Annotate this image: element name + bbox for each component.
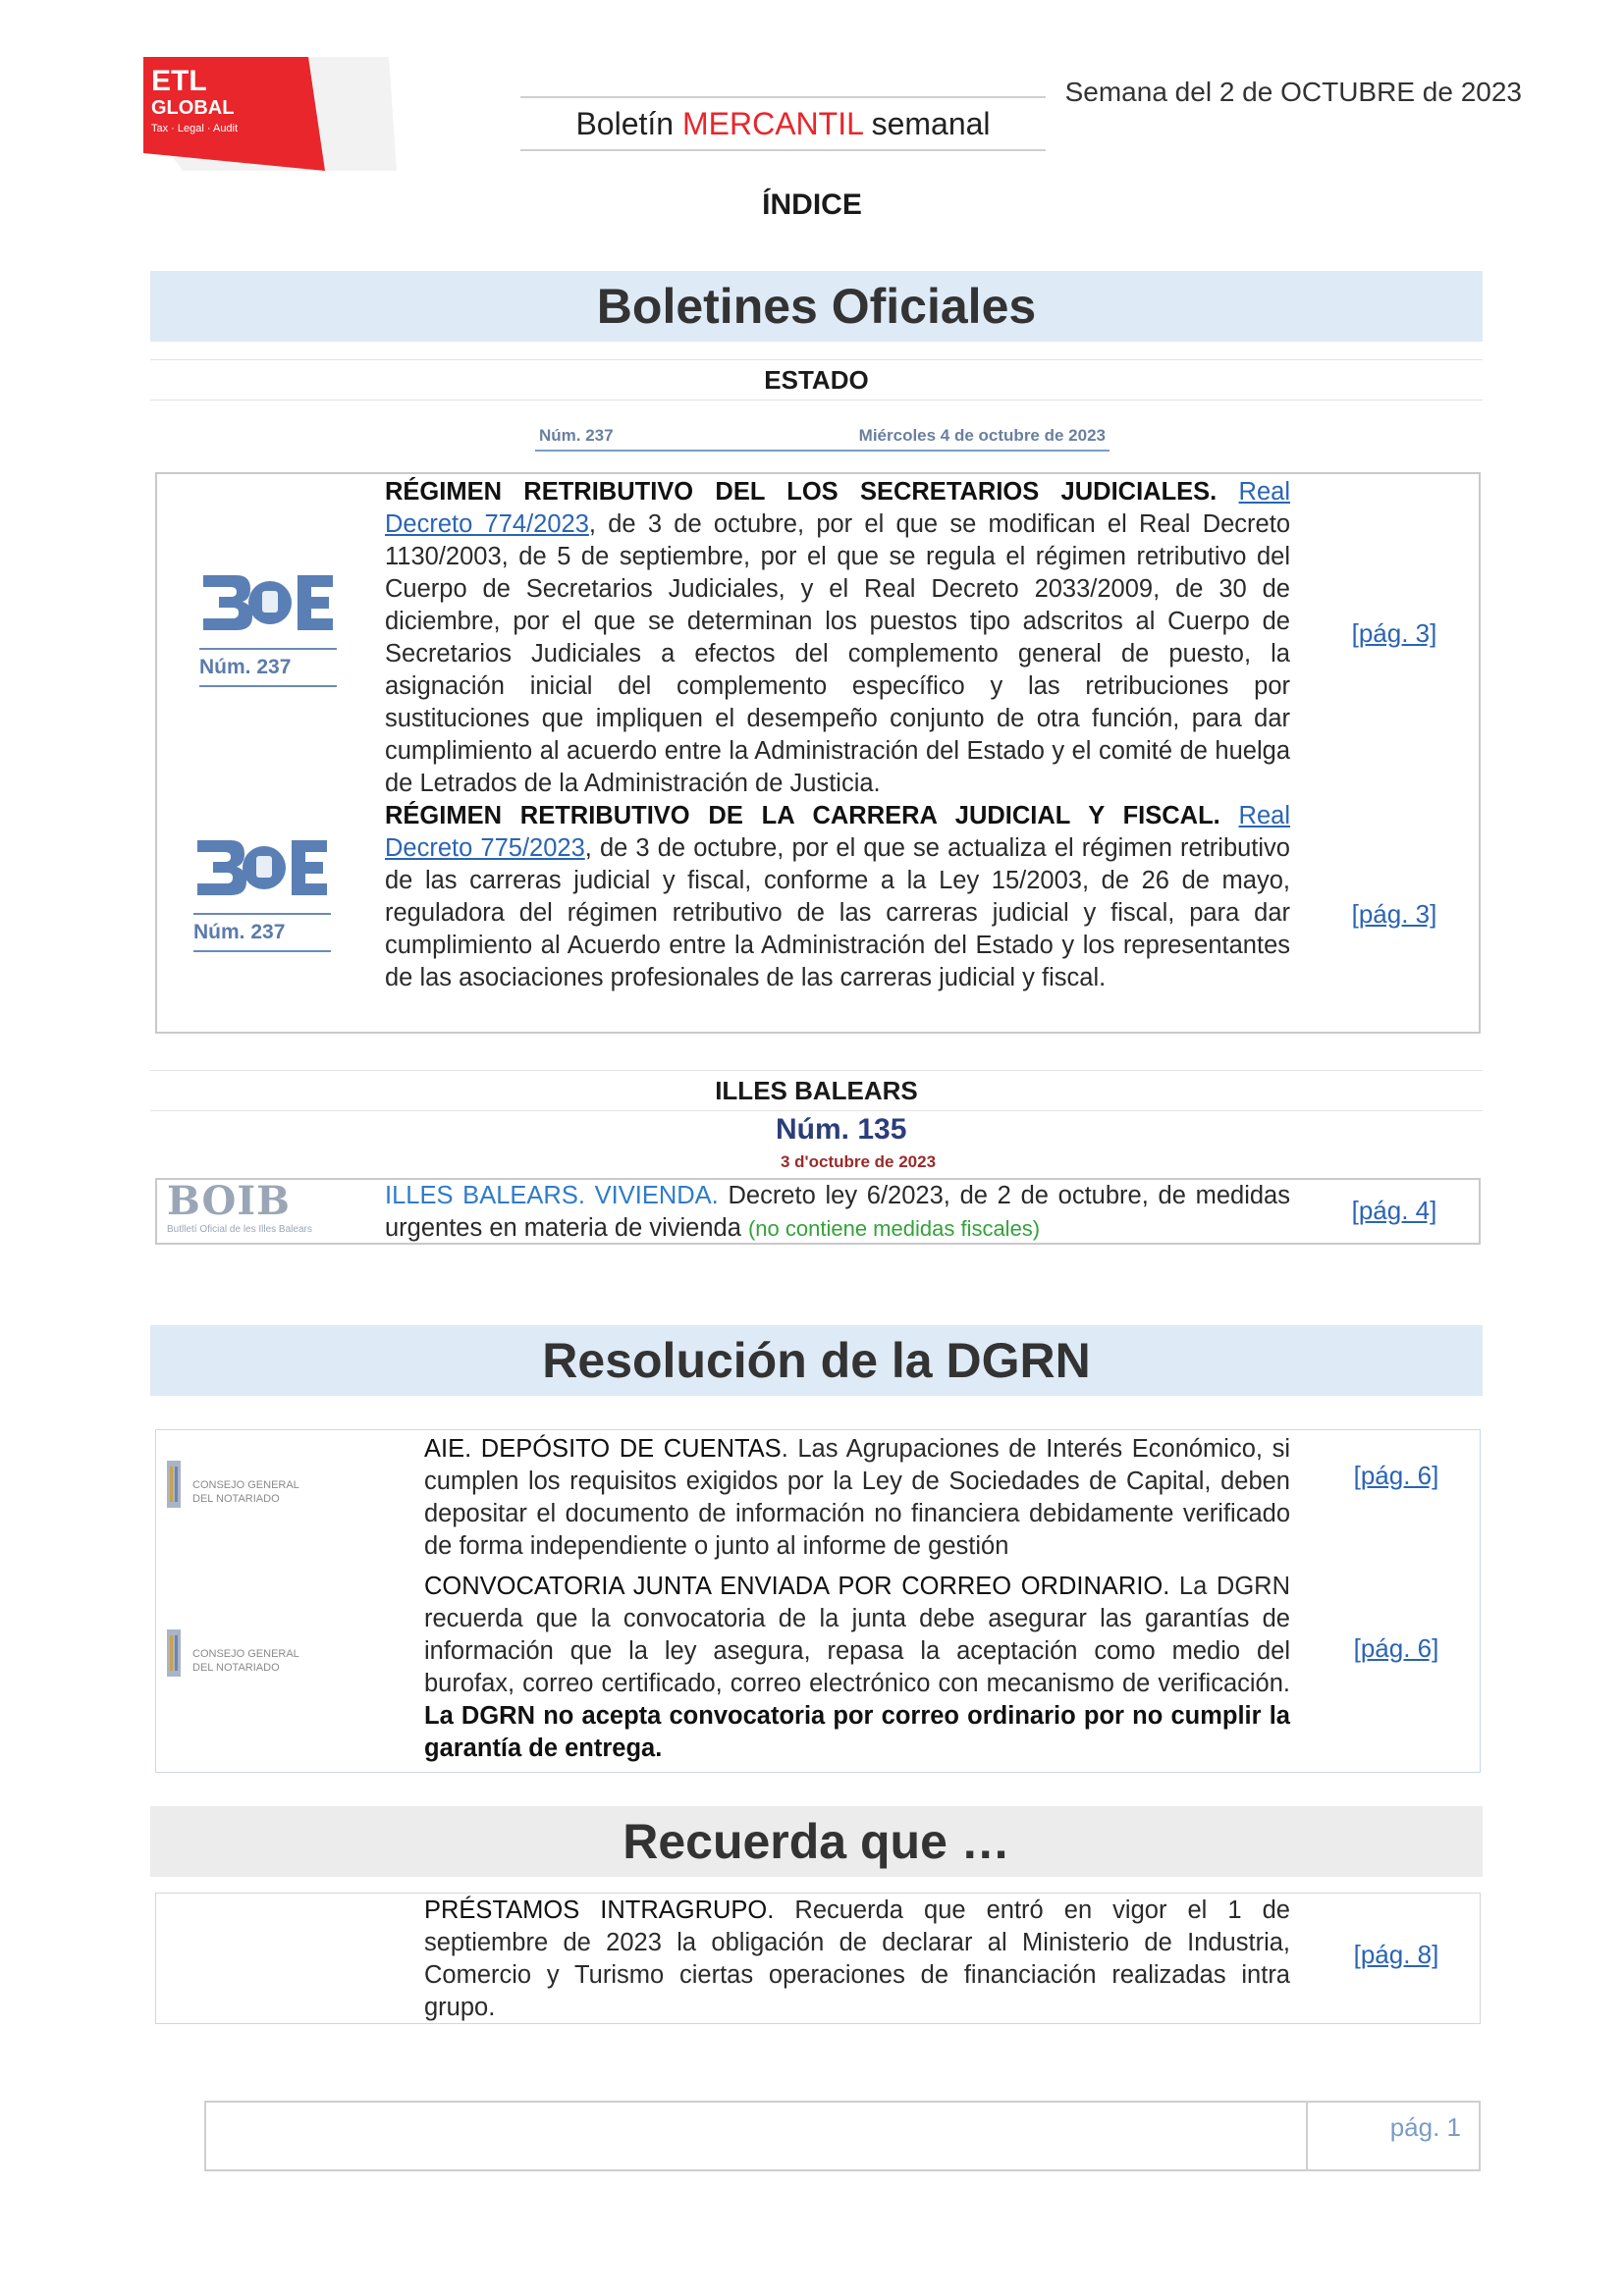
real-decreto-775-link[interactable]: Real Decreto 775/2023 — [385, 802, 1290, 862]
heading-estado: ESTADO — [150, 359, 1483, 400]
boe-logo — [199, 567, 337, 641]
page-link-8[interactable]: [pág. 8] — [1353, 1940, 1439, 1969]
logo-line1: ETL — [151, 65, 207, 97]
entry-carrera-judicial: RÉGIMEN RETRIBUTIVO DE LA CARRERA JUDICIAL Y FISCAL. Real Decreto 775/2023, de 3 de octubre, por el que se actualiza el régimen retributivo de las carreras judicial y fiscal, conforme a la Ley 15/2003, de 26 de mayo, reguladora del régimen retributivo de las carreras judicial y fiscal, para dar cumplimiento al Acuerdo entre la Administración del Estado y los representantes de las asociaciones profesionales de las carreras judicial y fiscal. — [385, 802, 1290, 991]
bulletin-title: Boletín MERCANTIL semanal — [520, 96, 1046, 151]
boib-number: Núm. 135 — [776, 1113, 907, 1146]
boe-logo-number: Núm. 237 — [193, 913, 331, 952]
section-boletines-oficiales: Boletines Oficiales — [150, 271, 1483, 342]
notary-logo: CONSEJO GENERAL DEL NOTARIADO — [157, 1622, 353, 1700]
page-footer — [204, 2101, 1481, 2171]
entry-convocatoria-junta: CONVOCATORIA JUNTA ENVIADA POR CORREO ORDINARIO. La DGRN recuerda que la convocatoria de la junta debe asegurar las garantías de información que la ley asegura, repasa la aceptación como medio del burofax, correo certificado, correo electrónico con mecanismo de verificación. La DGRN no acepta convocatoria por correo ordinario por no cumplir la garantía de entrega. — [424, 1573, 1290, 1762]
page-link-6a[interactable]: [pág. 6] — [1353, 1461, 1439, 1490]
footer-divider — [1306, 2103, 1308, 2169]
boib-date: 3 d'octubre de 2023 — [781, 1152, 937, 1171]
section-recuerda-que: Recuerda que … — [150, 1806, 1483, 1877]
page-link-3b[interactable]: [pág. 3] — [1351, 899, 1437, 929]
page-link-3a[interactable]: [pág. 3] — [1351, 618, 1437, 648]
entry-illes-balears-vivienda: ILLES BALEARS. VIVIENDA. Decreto ley 6/2023, de 2 de octubre, de medidas urgentes en materia de vivienda (no contiene medidas fiscales) — [385, 1182, 1290, 1242]
section-resolucion-dgrn: Resolución de la DGRN — [150, 1325, 1483, 1396]
week-label: Semana del 2 de OCTUBRE de 2023 — [1064, 77, 1522, 107]
index-title: ÍNDICE — [762, 188, 862, 221]
page-number: pág. 1 — [1389, 2112, 1461, 2142]
logo-line3: Tax · Legal · Audit — [151, 123, 239, 134]
boib-logo: BOIB Butlletí Oficial de les Illes Balears — [167, 1178, 312, 1235]
heading-illes-balears: ILLES BALEARS — [150, 1070, 1483, 1111]
entry-aie-deposito: AIE. DEPÓSITO DE CUENTAS. Las Agrupaciones de Interés Económico, si cumplen los requisitos exigidos por la Ley de Sociedades de Capital, deben depositar el documento de información no financiera debidamente verificado de forma independiente o junto al informe de gestión — [424, 1435, 1290, 1560]
page-link-6b[interactable]: [pág. 6] — [1353, 1633, 1439, 1663]
real-decreto-774-link[interactable]: Real Decreto 774/2023 — [385, 478, 1290, 538]
boe-logo-number: Núm. 237 — [199, 648, 337, 687]
boe-header: Núm. 237 Miércoles 4 de octubre de 2023 — [535, 422, 1110, 452]
notary-logo: CONSEJO GENERAL DEL NOTARIADO — [157, 1453, 353, 1531]
logo-line2: GLOBAL — [151, 97, 235, 119]
entry-secretarios-judiciales: RÉGIMEN RETRIBUTIVO DEL LOS SECRETARIOS JUDICIALES. Real Decreto 774/2023, de 3 de octubre, por el que se modifican el Real Decreto 1130/2003, de 5 de septiembre, por el que se regula el régimen retributivo del Cuerpo de Secretarios Judiciales, y el Real Decreto 2033/2009, de 30 de diciembre, por el que se determinan los puestos tipo adscritos al Cuerpo de Secretarios Judiciales a efectos del complemento general de puesto, la asignación inicial del complemento específico y las retribuciones por sustituciones que impliquen el desempeño conjunto de otra función, para dar cumplimiento al acuerdo entre la Administración del Estado y el comité de huelga de Letrados de la Administración de Justicia. — [385, 478, 1290, 797]
entry-prestamos-intragrupo: PRÉSTAMOS INTRAGRUPO. Recuerda que entró en vigor el 1 de septiembre de 2023 la obligación de declarar al Ministerio de Industria, Comercio y Turismo ciertas operaciones de financiación realizadas intra grupo. — [424, 1896, 1290, 2021]
page-link-4[interactable]: [pág. 4] — [1351, 1196, 1437, 1225]
etl-global-logo — [143, 57, 397, 171]
boe-logo — [193, 832, 331, 906]
